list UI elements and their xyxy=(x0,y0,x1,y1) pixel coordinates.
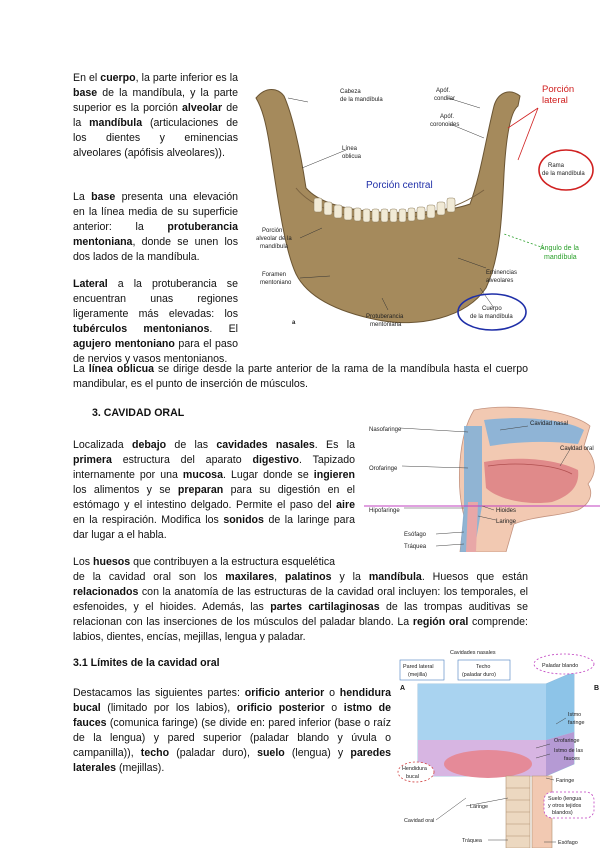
svg-text:de la mandíbula: de la mandíbula xyxy=(340,97,383,103)
svg-text:condilar: condilar xyxy=(434,96,456,102)
svg-text:mentoniana: mentoniana xyxy=(370,322,402,328)
svg-text:de la mandíbula: de la mandíbula xyxy=(470,314,513,320)
mandible-bone xyxy=(256,90,520,323)
label-porcion-lateral: Porción xyxy=(542,84,575,95)
paragraph-lateral-protuberancia: Lateral a la protuberancia se encuentran unas regiones ligeramente más elevadas: los tubérculos mentonianos. El agujero mentoniano para el paso de nervios y vasos mentonianos. xyxy=(73,278,238,365)
svg-text:lateral: lateral xyxy=(542,95,568,106)
circle-rama xyxy=(539,150,593,190)
heading-cavidad-oral: 3. CAVIDAD ORAL xyxy=(92,407,185,419)
svg-text:(mejilla): (mejilla) xyxy=(408,672,427,678)
svg-text:oblicua: oblicua xyxy=(342,154,362,160)
label-laringe: Laringe xyxy=(496,519,517,525)
paragraph-localizacion-cavidad: Localizada debajo de las cavidades nasales. Es la primera estructura del aparato digestivo. Tapizado internamente por una mucosa. Lugar donde se ingieren los alimentos y se preparan para su digestión en el estómago y el intestino delgado. Permite el paso del aire en la respiración. Modifica los sonidos de la laringe para dar lugar a el habla. xyxy=(73,439,355,541)
label-pared-lateral: Pared lateral xyxy=(403,664,434,670)
figure-faringe-sagital xyxy=(364,406,600,552)
label-cabeza: Cabeza xyxy=(340,89,361,95)
paragraph-huesos-intro: Los huesos que contribuyen a la estructura esquelética xyxy=(73,556,336,568)
heading-limites-cavidad: 3.1 Límites de la cavidad oral xyxy=(73,657,220,669)
label-letra-a: A xyxy=(400,685,406,692)
paragraph-cuerpo-mandibula: En el cuerpo, la parte inferior es la base de la mandíbula, y la parte superior es la porción alveolar de la mandíbula (articulaciones de los dientes y eminencias alveolares (apófisis alveolares)). xyxy=(73,72,238,159)
label-porcion-alveolar: Porción xyxy=(262,228,283,234)
label-apof-condilar: Apóf. xyxy=(436,88,451,94)
paragraph-linea-oblicua: La línea oblicua se dirige desde la parte anterior de la rama de la mandíbula hasta el cuerpo mandibular, es el punto de inserción de músculos. xyxy=(73,363,528,390)
label-hendidura: Hendidura xyxy=(402,766,427,772)
svg-text:de la mandíbula: de la mandíbula xyxy=(542,171,585,177)
label-nasofaringe: Nasofaringe xyxy=(369,427,402,433)
label-istmo-fauces: Istmo de las xyxy=(554,748,584,754)
mandibula-illustration xyxy=(248,78,600,340)
label-cavidad-nasal: Cavidad nasal xyxy=(530,421,569,427)
label-cavidad-oral: Cavidad oral xyxy=(560,446,594,452)
label-hioides: Hioides xyxy=(496,508,517,514)
svg-text:(paladar duro): (paladar duro) xyxy=(462,672,496,678)
label-laringe-3: Laringe xyxy=(470,804,488,810)
label-linea-oblicua: Línea xyxy=(342,146,358,152)
svg-text:alveolar de la: alveolar de la xyxy=(256,236,292,242)
paragraph-base-mandibula: La base presenta una elevación en la línea media de su superficie anterior: la protuberancia mentoniana, donde se unen los dos lados de la mandíbula. xyxy=(73,191,238,263)
svg-text:fauces: fauces xyxy=(564,756,580,762)
svg-text:bucal: bucal xyxy=(406,774,419,780)
label-esofago: Esófago xyxy=(404,532,427,538)
label-orofaringe: Orofaringe xyxy=(369,466,398,472)
paragraph-limites-partes: Destacamos las siguientes partes: orificio anterior o hendidura bucal (limitado por los labios), orificio posterior o istmo de fauces (comunica faringe) (se divide en: pared inferior (base o raíz de la lengua) y pared superior (paladar blando y úvula o campanilla)), techo (paladar duro), suelo (lengua) y paredes laterales (mejillas). xyxy=(73,687,391,774)
label-orofaringe-3: Orofaringe xyxy=(554,738,580,744)
label-letra-b: B xyxy=(594,685,600,692)
label-suelo: Suelo (lengua xyxy=(548,796,582,802)
label-traquea-3: Tráquea xyxy=(462,838,482,844)
label-hipofaringe: Hipofaringe xyxy=(369,508,400,514)
label-apof-coronoides: Apóf. xyxy=(440,114,455,120)
faringe-illustration xyxy=(364,406,600,552)
limites-illustration xyxy=(396,648,600,848)
svg-text:faringe: faringe xyxy=(568,720,585,726)
svg-text:mandíbula: mandíbula xyxy=(260,244,289,250)
label-techo: Techo xyxy=(476,664,491,670)
label-traquea: Tráquea xyxy=(404,544,427,550)
label-eminencias: Eminencias xyxy=(486,270,518,276)
label-paladar-blando: Paladar blando xyxy=(542,663,579,669)
label-rama: Rama xyxy=(548,163,565,169)
label-cavidad-oral-3: Cavidad oral xyxy=(404,818,435,824)
tongue-shape xyxy=(444,750,532,778)
figure-mandibula xyxy=(248,78,600,340)
label-faringe: Faringe xyxy=(556,778,575,784)
svg-text:mentoniano: mentoniano xyxy=(260,280,292,286)
label-letra-a: a xyxy=(292,320,296,326)
circle-cuerpo xyxy=(458,294,526,330)
label-protuberancia: Protuberancia xyxy=(366,314,404,320)
label-porcion-central: Porción central xyxy=(366,180,433,191)
paragraph-huesos-estructura: de la cavidad oral son los maxilares, palatinos y la mandíbula. Huesos que están relacionados con la anatomía de las estructuras de la cavidad oral incluyen: los temporales, el esfenoides, y el hioides. Además, las partes cartilaginosas de las trompas auditivas se relacionan con las inserciones de los músculos del paladar blando. La región oral comprende: labios, dientes, encías, mejillas, lengua y paladar. xyxy=(73,571,528,643)
figure-limites-cavidad xyxy=(396,648,600,848)
svg-text:coronoides: coronoides xyxy=(430,122,460,128)
label-cuerpo: Cuerpo xyxy=(482,306,502,312)
label-cavidades-nasales: Cavidades nasales xyxy=(450,650,496,656)
svg-text:y otros tejidos: y otros tejidos xyxy=(548,803,582,809)
label-foramen: Foramen xyxy=(262,272,287,278)
svg-text:blandos): blandos) xyxy=(552,810,573,816)
label-esofago-3: Esófago xyxy=(558,840,578,846)
label-istmo-faringe: Istmo xyxy=(568,712,582,718)
svg-text:alveolares: alveolares xyxy=(486,278,514,284)
svg-text:mandíbula: mandíbula xyxy=(544,254,577,261)
label-angulo: Ángulo de la xyxy=(540,245,579,252)
